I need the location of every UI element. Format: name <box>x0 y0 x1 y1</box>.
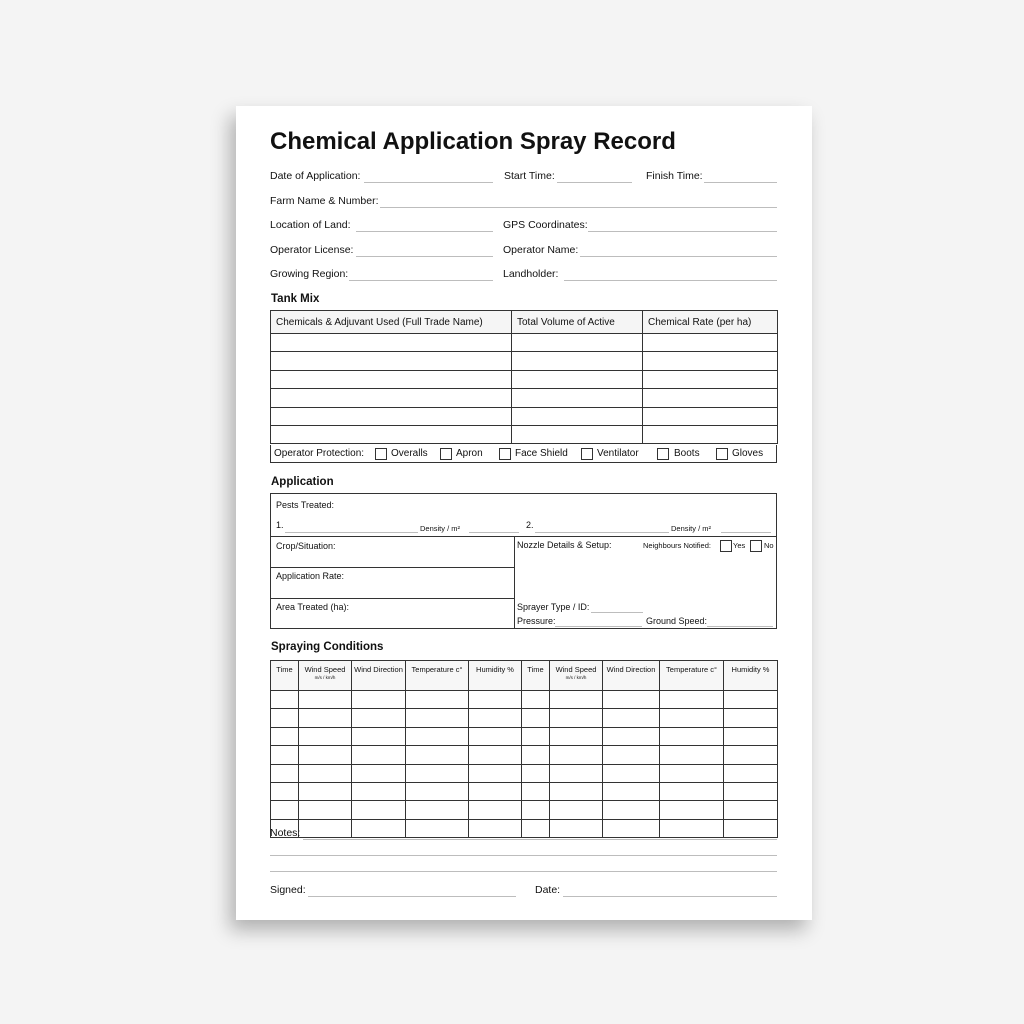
table-cell[interactable] <box>512 352 643 370</box>
date-of-application-label: Date of Application: <box>270 170 361 182</box>
table-cell[interactable] <box>512 425 643 443</box>
application-rate-label: Application Rate: <box>276 571 345 581</box>
table-row <box>271 819 778 837</box>
date-label: Date: <box>535 884 561 896</box>
finish-time-field[interactable] <box>704 182 777 183</box>
table-cell[interactable] <box>603 727 660 745</box>
gloves-checkbox[interactable] <box>716 448 728 460</box>
table-cell[interactable] <box>271 727 299 745</box>
table-row <box>271 727 778 745</box>
pests-treated-label: Pests Treated: <box>276 500 335 510</box>
table-row <box>271 352 778 370</box>
table-cell[interactable] <box>352 709 406 727</box>
neighbours-no-label: No <box>764 541 774 550</box>
gloves-label: Gloves <box>732 448 764 459</box>
ground-speed-label: Ground Speed: <box>646 616 708 626</box>
table-cell[interactable] <box>550 746 603 764</box>
table-cell[interactable] <box>603 746 660 764</box>
table-cell[interactable] <box>469 746 522 764</box>
table-cell[interactable] <box>603 764 660 782</box>
crop-situation-box[interactable] <box>270 536 515 568</box>
table-cell[interactable] <box>271 425 512 443</box>
spraying-conditions-heading: Spraying Conditions <box>271 641 384 653</box>
landholder-label: Landholder: <box>503 268 559 280</box>
table-cell[interactable] <box>406 746 469 764</box>
table-row <box>271 407 778 425</box>
notes-field-line-1[interactable] <box>303 839 777 840</box>
table-cell[interactable] <box>522 709 550 727</box>
pressure-label: Pressure: <box>517 616 556 626</box>
location-of-land-field[interactable] <box>356 231 493 232</box>
notes-field-line-2[interactable] <box>270 855 777 856</box>
table-cell[interactable] <box>352 801 406 819</box>
notes-label: Notes: <box>270 827 301 839</box>
table-cell[interactable] <box>352 691 406 709</box>
table-cell[interactable] <box>643 425 778 443</box>
table-cell[interactable] <box>724 727 778 745</box>
date-of-application-field[interactable] <box>364 182 493 183</box>
page-title: Chemical Application Spray Record <box>270 128 676 155</box>
table-cell[interactable] <box>299 746 352 764</box>
table-cell[interactable] <box>660 801 724 819</box>
table-cell[interactable] <box>299 782 352 800</box>
operator-license-field[interactable] <box>356 256 493 257</box>
table-cell[interactable] <box>271 370 512 388</box>
table-cell[interactable] <box>550 801 603 819</box>
operator-license-label: Operator License: <box>270 244 354 256</box>
column-header: Wind Direction <box>352 661 406 691</box>
apron-label: Apron <box>456 448 483 459</box>
table-cell[interactable] <box>469 709 522 727</box>
apron-checkbox[interactable] <box>440 448 452 460</box>
gps-coordinates-label: GPS Coordinates: <box>503 219 588 231</box>
table-cell[interactable] <box>603 782 660 800</box>
table-row <box>271 389 778 407</box>
column-header: Time <box>522 661 550 691</box>
table-cell[interactable] <box>299 801 352 819</box>
table-cell[interactable] <box>469 801 522 819</box>
table-cell[interactable] <box>512 334 643 352</box>
table-cell[interactable] <box>724 801 778 819</box>
table-cell[interactable] <box>352 782 406 800</box>
table-cell[interactable] <box>406 691 469 709</box>
table-row <box>271 334 778 352</box>
ventilator-checkbox[interactable] <box>581 448 593 460</box>
table-cell[interactable] <box>550 764 603 782</box>
start-time-label: Start Time: <box>504 170 555 182</box>
table-cell[interactable] <box>469 764 522 782</box>
table-cell[interactable] <box>299 764 352 782</box>
area-treated-box[interactable] <box>270 598 515 629</box>
table-cell[interactable] <box>522 691 550 709</box>
tank-mix-header-row <box>271 311 778 334</box>
table-cell[interactable] <box>406 782 469 800</box>
table-cell[interactable] <box>271 407 512 425</box>
column-header: Temperature c° <box>660 661 724 691</box>
table-cell[interactable] <box>522 819 550 837</box>
wind-speed-header: Wind Speed <box>304 665 346 674</box>
table-cell[interactable] <box>271 746 299 764</box>
table-cell[interactable] <box>550 691 603 709</box>
form-sheet <box>236 106 812 920</box>
table-cell[interactable] <box>406 801 469 819</box>
table-row <box>271 691 778 709</box>
column-header: Time <box>271 661 299 691</box>
table-cell[interactable] <box>406 819 469 837</box>
table-cell[interactable] <box>724 709 778 727</box>
table-cell[interactable] <box>660 691 724 709</box>
wind-unit-label: m/s / km/h <box>565 675 587 681</box>
crop-situation-label: Crop/Situation: <box>276 541 336 551</box>
table-row <box>271 709 778 727</box>
table-cell[interactable] <box>724 746 778 764</box>
column-header: Humidity % <box>469 661 522 691</box>
operator-name-label: Operator Name: <box>503 244 579 256</box>
conditions-header-row <box>271 661 778 691</box>
operator-protection-row <box>270 445 777 463</box>
signed-label: Signed: <box>270 884 306 896</box>
table-cell[interactable] <box>724 782 778 800</box>
pests-treated-box <box>270 493 777 537</box>
table-cell[interactable] <box>352 746 406 764</box>
sprayer-type-field[interactable] <box>591 612 643 613</box>
wind-speed-header: Wind Speed <box>555 665 597 674</box>
table-row <box>271 370 778 388</box>
column-header: Humidity % <box>724 661 778 691</box>
table-cell[interactable] <box>550 727 603 745</box>
column-header: Total Volume of Active <box>512 311 643 334</box>
face-shield-label: Face Shield <box>515 448 568 459</box>
table-cell[interactable] <box>271 389 512 407</box>
table-cell[interactable] <box>469 727 522 745</box>
density-1-label: Density / m² <box>420 524 461 533</box>
table-cell[interactable] <box>603 691 660 709</box>
notes-field-line-3[interactable] <box>270 871 777 872</box>
table-cell[interactable] <box>512 389 643 407</box>
table-cell[interactable] <box>406 727 469 745</box>
table-cell[interactable] <box>660 727 724 745</box>
table-cell[interactable] <box>724 819 778 837</box>
wind-unit-label: m/s / km/h <box>314 675 336 681</box>
finish-time-label: Finish Time: <box>646 170 703 182</box>
table-cell[interactable] <box>660 709 724 727</box>
pressure-field[interactable] <box>555 626 642 627</box>
table-cell[interactable] <box>271 691 299 709</box>
nozzle-details-box <box>514 536 777 629</box>
operator-name-field[interactable] <box>580 256 777 257</box>
table-cell[interactable] <box>550 782 603 800</box>
tank-mix-table <box>270 310 778 444</box>
column-header: Temperature c° <box>406 661 469 691</box>
application-rate-box[interactable] <box>270 567 515 599</box>
operator-protection-label: Operator Protection: <box>274 448 365 459</box>
table-row <box>271 801 778 819</box>
table-cell[interactable] <box>522 764 550 782</box>
column-header: Wind Direction <box>603 661 660 691</box>
table-cell[interactable] <box>550 709 603 727</box>
table-cell[interactable] <box>299 819 352 837</box>
table-row <box>271 425 778 443</box>
neighbours-no-checkbox[interactable] <box>750 540 762 552</box>
table-cell[interactable] <box>550 819 603 837</box>
table-cell[interactable] <box>643 389 778 407</box>
area-treated-label: Area Treated (ha): <box>276 602 350 612</box>
sprayer-type-label: Sprayer Type / ID: <box>517 602 590 612</box>
column-header <box>299 661 352 691</box>
table-cell[interactable] <box>469 782 522 800</box>
boots-checkbox[interactable] <box>657 448 669 460</box>
table-cell[interactable] <box>643 370 778 388</box>
table-cell[interactable] <box>512 370 643 388</box>
ground-speed-field[interactable] <box>707 626 773 627</box>
table-cell[interactable] <box>469 819 522 837</box>
table-cell[interactable] <box>271 764 299 782</box>
date-field[interactable] <box>563 896 777 897</box>
table-row <box>271 782 778 800</box>
application-heading: Application <box>271 476 334 488</box>
farm-name-field[interactable] <box>380 207 777 208</box>
neighbours-yes-label: Yes <box>733 541 746 550</box>
spraying-conditions-table <box>270 660 778 838</box>
growing-region-field[interactable] <box>349 280 493 281</box>
tank-mix-heading: Tank Mix <box>271 293 320 305</box>
table-cell[interactable] <box>660 746 724 764</box>
column-header: Chemicals & Adjuvant Used (Full Trade Name) <box>271 311 512 334</box>
table-cell[interactable] <box>299 691 352 709</box>
face-shield-checkbox[interactable] <box>499 448 511 460</box>
table-cell[interactable] <box>352 764 406 782</box>
table-cell[interactable] <box>603 819 660 837</box>
table-cell[interactable] <box>522 801 550 819</box>
landholder-field[interactable] <box>564 280 777 281</box>
table-cell[interactable] <box>643 352 778 370</box>
density-2-field[interactable] <box>721 532 771 533</box>
table-cell[interactable] <box>406 764 469 782</box>
nozzle-details-label: Nozzle Details & Setup: <box>517 540 612 550</box>
boots-label: Boots <box>674 448 700 459</box>
column-header: Chemical Rate (per ha) <box>643 311 778 334</box>
neighbours-yes-checkbox[interactable] <box>720 540 732 552</box>
table-cell[interactable] <box>271 782 299 800</box>
location-of-land-label: Location of Land: <box>270 219 351 231</box>
table-cell[interactable] <box>603 709 660 727</box>
gps-coordinates-field[interactable] <box>588 231 777 232</box>
farm-name-label: Farm Name & Number: <box>270 195 379 207</box>
table-cell[interactable] <box>522 782 550 800</box>
table-cell[interactable] <box>271 801 299 819</box>
growing-region-label: Growing Region: <box>270 268 349 280</box>
start-time-field[interactable] <box>557 182 632 183</box>
pest-1-field[interactable] <box>285 532 418 533</box>
table-cell[interactable] <box>352 819 406 837</box>
table-cell[interactable] <box>724 764 778 782</box>
table-cell[interactable] <box>660 819 724 837</box>
overalls-checkbox[interactable] <box>375 448 387 460</box>
table-cell[interactable] <box>522 727 550 745</box>
ventilator-label: Ventilator <box>597 448 639 459</box>
table-cell[interactable] <box>643 407 778 425</box>
table-cell[interactable] <box>406 709 469 727</box>
table-row <box>271 746 778 764</box>
density-1-field[interactable] <box>469 532 519 533</box>
pest-2-field[interactable] <box>535 532 669 533</box>
table-cell[interactable] <box>352 727 406 745</box>
table-row <box>271 764 778 782</box>
pest-2-label: 2. <box>526 520 534 530</box>
column-header <box>550 661 603 691</box>
table-cell[interactable] <box>271 334 512 352</box>
table-cell[interactable] <box>299 727 352 745</box>
table-cell[interactable] <box>660 764 724 782</box>
signed-field[interactable] <box>308 896 516 897</box>
table-cell[interactable] <box>271 709 299 727</box>
table-cell[interactable] <box>660 782 724 800</box>
overalls-label: Overalls <box>391 448 428 459</box>
table-cell[interactable] <box>469 691 522 709</box>
table-cell[interactable] <box>271 352 512 370</box>
table-cell[interactable] <box>643 334 778 352</box>
table-cell[interactable] <box>603 801 660 819</box>
table-cell[interactable] <box>512 407 643 425</box>
table-cell[interactable] <box>299 709 352 727</box>
pest-1-label: 1. <box>276 520 284 530</box>
neighbours-notified-label: Neighbours Notified: <box>643 541 711 550</box>
table-cell[interactable] <box>522 746 550 764</box>
table-cell[interactable] <box>724 691 778 709</box>
density-2-label: Density / m² <box>671 524 712 533</box>
